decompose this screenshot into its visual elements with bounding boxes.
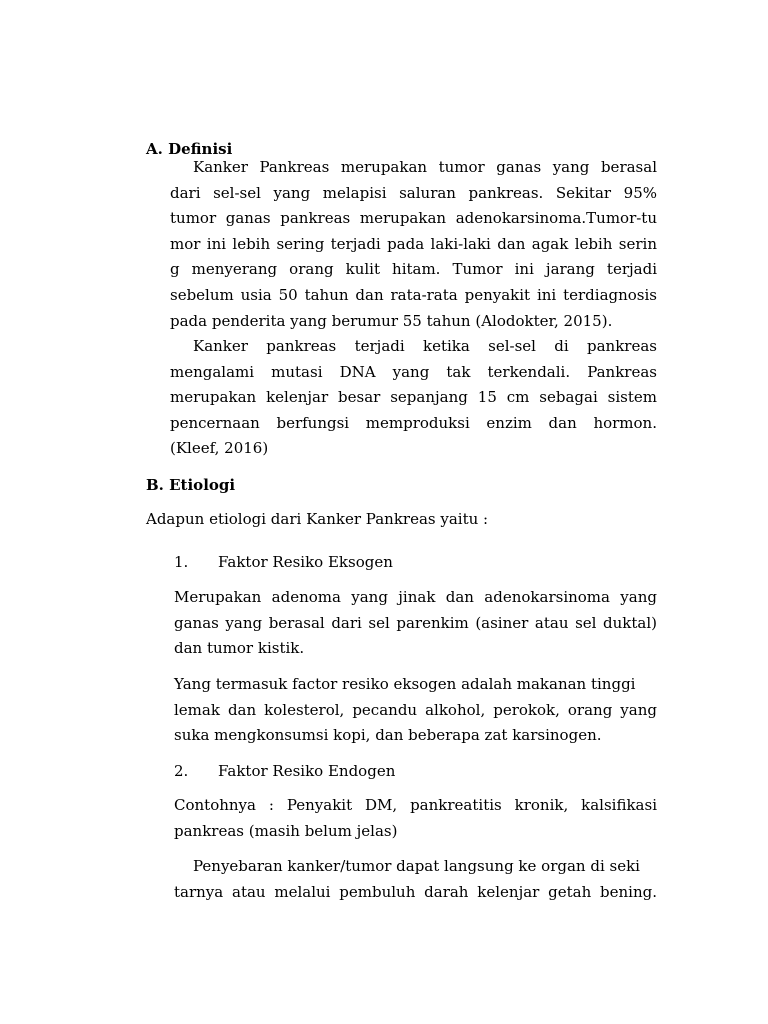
text-line: (Kleef, 2016): [170, 439, 269, 458]
definisi-paragraph-2: [170, 334, 657, 462]
list-title-eksogen: Faktor Resiko Eksogen: [218, 553, 393, 571]
text-line: pankreas (masih belum jelas): [174, 821, 398, 840]
text-line: ganas yang berasal dari sel parenkim (asiner atau sel duktal): [174, 613, 657, 632]
text-line: Merupakan adenoma yang jinak dan adenokarsinoma yang: [174, 588, 657, 606]
section-b-heading: B. Etiologi: [146, 476, 236, 494]
text-line: pada penderita yang berumur 55 tahun (Alodokter, 2015).: [170, 311, 613, 330]
text-line: suka mengkonsumsi kopi, dan beberapa zat karsinogen.: [174, 726, 602, 745]
text-line: tarnya atau melalui pembuluh darah kelenjar getah bening.: [174, 882, 657, 901]
text-line: g menyerang orang kulit hitam. Tumor ini jarang terjadi: [170, 260, 657, 279]
text-line: Yang termasuk factor resiko eksogen adalah makanan tinggi: [174, 675, 636, 693]
endogen-paragraph-1: [174, 793, 657, 844]
text-line: mengalami mutasi DNA yang tak terkendali. Pankreas: [170, 362, 657, 381]
text-line: Penyebaran kanker/tumor dapat langsung ke organ di seki: [193, 857, 640, 875]
text-line: pencernaan berfungsi memproduksi enzim dan hormon.: [170, 413, 657, 432]
text-line: mor ini lebih sering terjadi pada laki-laki dan agak lebih serin: [170, 234, 657, 253]
text-line: tumor ganas pankreas merupakan adenokarsinoma.Tumor-tu: [170, 209, 657, 228]
section-a-heading: A. Definisi: [146, 140, 233, 158]
text-line: Kanker Pankreas merupakan tumor ganas yang berasal: [193, 158, 657, 176]
eksogen-paragraph-1: [174, 585, 657, 662]
text-line: merupakan kelenjar besar sepanjang 15 cm sebagai sistem: [170, 388, 657, 407]
text-line: Contohnya : Penyakit DM, pankreatitis kronik, kalsifikasi: [174, 796, 657, 814]
etiologi-intro: Adapun etiologi dari Kanker Pankreas yaitu :: [146, 510, 489, 528]
endogen-paragraph-2: [174, 854, 657, 905]
definisi-paragraph-1: [170, 155, 657, 334]
text-line: Kanker pankreas terjadi ketika sel-sel di pankreas: [193, 337, 657, 355]
eksogen-paragraph-2: [174, 672, 657, 749]
list-number-1: 1.: [174, 553, 189, 571]
list-title-endogen: Faktor Resiko Endogen: [218, 762, 396, 780]
text-line: lemak dan kolesterol, pecandu alkohol, perokok, orang yang: [174, 700, 657, 719]
text-line: dari sel-sel yang melapisi saluran pankreas. Sekitar 95%: [170, 183, 657, 202]
text-line: dan tumor kistik.: [174, 639, 305, 658]
text-line: sebelum usia 50 tahun dan rata-rata penyakit ini terdiagnosis: [170, 285, 657, 304]
list-number-2: 2.: [174, 762, 189, 780]
